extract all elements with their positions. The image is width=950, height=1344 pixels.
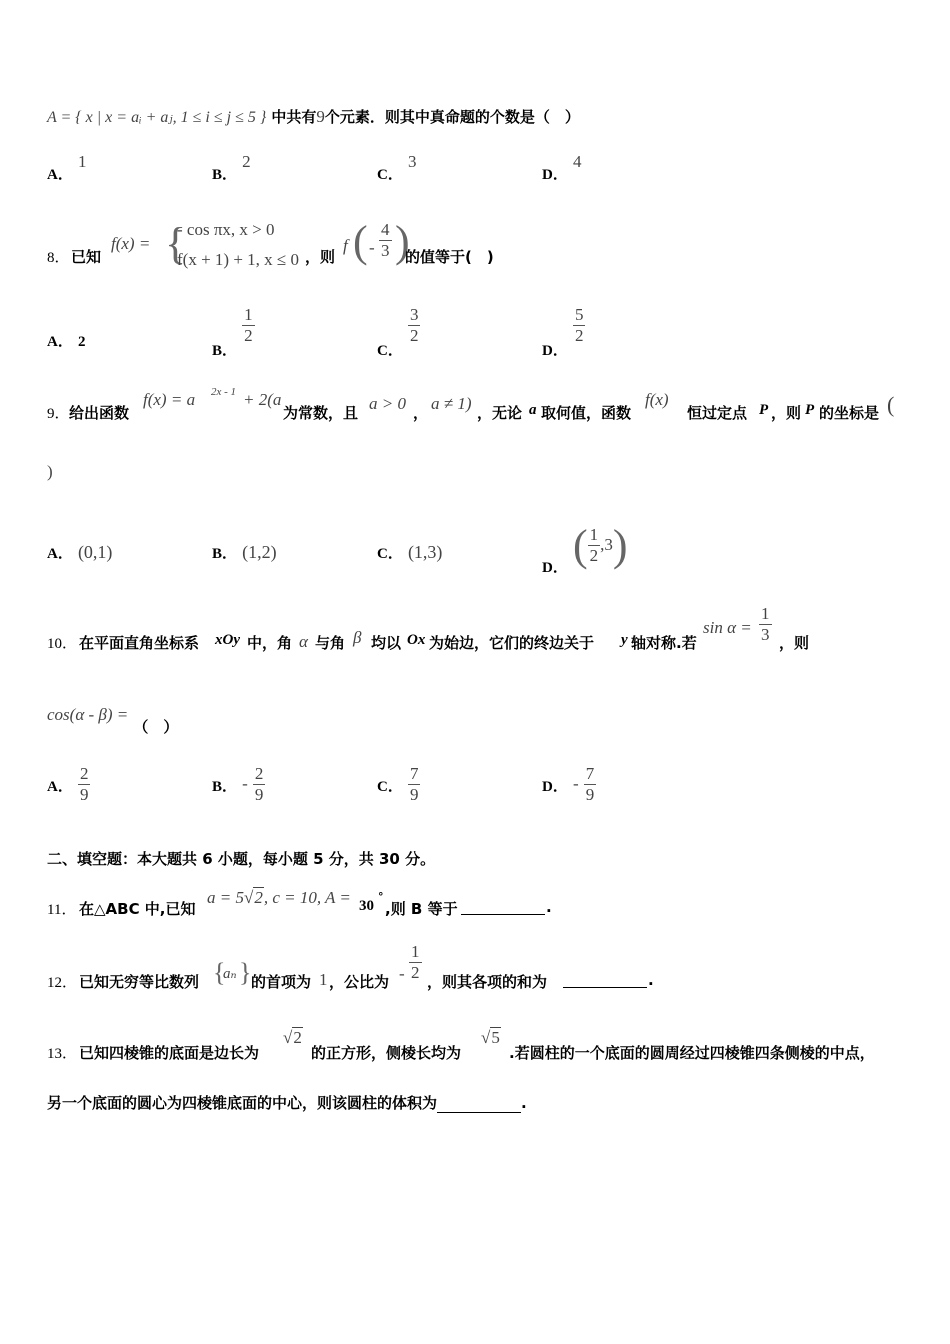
option-tail: ,3 — [600, 535, 613, 554]
q7-text: 中共有 — [271, 108, 317, 126]
denominator: 9 — [409, 785, 419, 804]
q9-exponent: 2x - 1 — [211, 386, 237, 398]
q8-right-paren: ) — [395, 217, 410, 266]
q11-expr-rest: , c = 10, A = — [263, 888, 351, 907]
q7-option-a[interactable] — [47, 152, 87, 184]
q11-expr-a: a = 5 — [207, 888, 244, 907]
q10-question: （ ） — [133, 718, 179, 736]
q9-function: f(x) = a — [143, 390, 196, 409]
q7-option-b[interactable] — [212, 152, 251, 184]
denominator: 9 — [585, 785, 595, 804]
q10-text: 在平面直角坐标系 — [79, 634, 200, 652]
q11-period: . — [546, 898, 552, 916]
q9-var-p-2: P — [805, 402, 815, 418]
option-value: 2 — [242, 152, 251, 171]
option-fraction — [408, 764, 421, 805]
option-value: 4 — [572, 152, 582, 171]
q8-option-a[interactable] — [47, 330, 85, 351]
q12-question: ，则其各项的和为 — [427, 973, 548, 991]
q9-question: 的坐标是 — [819, 404, 880, 422]
numerator: 1 — [244, 305, 253, 324]
q9-comma: ， — [413, 404, 429, 422]
q10-option-c[interactable] — [377, 764, 420, 805]
q12-answer-blank[interactable] — [563, 971, 647, 988]
q10-beta: β — [353, 628, 362, 647]
q12-number: 12． — [47, 975, 78, 991]
option-label: B． — [212, 779, 238, 795]
option-label: B． — [212, 343, 238, 359]
q8-question: 的值等于( ) — [405, 248, 494, 266]
q12-first-term: 1 — [319, 970, 328, 989]
option-label: A． — [47, 334, 73, 350]
q8-option-c[interactable] — [377, 305, 420, 359]
q8-arg-denominator: 3 — [381, 241, 390, 260]
q10-sin-fraction — [759, 604, 772, 645]
q11-answer-blank[interactable] — [461, 898, 545, 915]
q11-text: 在△ABC 中,已知 — [79, 900, 196, 918]
q8-case-2: f(x + 1) + 1, x ≤ 0 — [177, 250, 299, 269]
q10-sin-denominator: 3 — [761, 625, 770, 644]
q8-option-b[interactable] — [212, 305, 255, 359]
section-heading: 二、填空题：本大题共 6 小题，每小题 5 分，共 30 分。 — [47, 850, 436, 868]
q9-close-paren: ) — [47, 462, 53, 481]
numerator: 7 — [409, 764, 419, 783]
q8-text-then: ，则 — [305, 248, 336, 266]
q12-seq-right-brace: } — [239, 958, 252, 987]
q10-option-a[interactable] — [47, 764, 90, 805]
sqrt-symbol: √ — [243, 888, 254, 907]
q10-ox: Ox — [407, 632, 426, 648]
q11-question: ,则 B 等于 — [385, 900, 458, 918]
q10-sin-numerator: 1 — [761, 604, 770, 623]
option-value: (1,2) — [242, 542, 277, 562]
q11-line — [47, 886, 647, 920]
option-label: C． — [377, 167, 403, 183]
q12-seq-left-brace: { — [213, 958, 226, 987]
q12-ratio-numerator: 1 — [411, 942, 420, 961]
q12-text: 已知无穷等比数列 — [79, 973, 200, 991]
q9-text-4: 取何值，函数 — [541, 404, 632, 422]
q9-number: 9． — [47, 406, 70, 422]
q8-f: f — [343, 236, 348, 255]
q9-option-b[interactable] — [212, 542, 277, 563]
q8-left-paren: ( — [353, 217, 368, 266]
q10-sin-expression: sin α = — [703, 618, 752, 637]
numerator: 5 — [574, 305, 584, 324]
numerator: 3 — [409, 305, 419, 324]
q13-text: 已知四棱锥的底面是边长为 — [79, 1044, 260, 1062]
q9-function-tail: + 2(a — [243, 390, 282, 409]
q8-text: 已知 — [71, 248, 102, 266]
q11-sqrt — [244, 888, 264, 908]
denominator: 9 — [254, 785, 264, 804]
denominator: 2 — [244, 326, 253, 345]
q7-line — [47, 106, 580, 127]
q10-number: 10． — [47, 636, 78, 652]
q12-ratio-denominator: 2 — [411, 963, 420, 982]
q9-function-2: f(x) — [645, 390, 669, 409]
q12-ratio-sign: - — [399, 964, 405, 983]
q10-y: y — [621, 632, 628, 648]
option-value: (0,1) — [77, 542, 113, 562]
q8-arg-sign: - — [369, 238, 375, 257]
q7-option-c[interactable] — [377, 152, 417, 184]
q7-option-d[interactable] — [542, 152, 582, 184]
option-value: 3 — [407, 152, 417, 171]
sqrt-radicand: 2 — [254, 888, 263, 907]
sqrt-symbol: √ — [481, 1028, 491, 1047]
q13-line — [47, 1026, 927, 1062]
option-sign: - — [572, 774, 579, 793]
q12-ratio-fraction — [409, 942, 422, 983]
q9-open-paren: ( — [887, 392, 895, 417]
q10-option-d[interactable] — [542, 764, 596, 805]
option-sign: - — [242, 774, 248, 793]
option-label: A． — [47, 779, 73, 795]
option-fraction — [242, 305, 255, 346]
option-value: 1 — [77, 152, 87, 171]
q13-period: . — [521, 1094, 527, 1112]
q8-option-d[interactable] — [542, 305, 585, 359]
option-value: (1,3) — [407, 542, 443, 562]
numerator: 2 — [79, 764, 89, 783]
option-label: C． — [377, 546, 403, 562]
q8-arg-fraction — [379, 220, 392, 261]
sqrt-symbol: √ — [283, 1028, 293, 1047]
q10-text-2: 中，角 — [247, 634, 293, 652]
q12-sequence: aₙ — [223, 966, 237, 982]
q13-sqrt-edge — [481, 1028, 501, 1048]
q10-text-5: 为始边，它们的终边关于 — [429, 634, 595, 652]
q11-degree-value: 30 — [359, 898, 374, 914]
q10-line-2 — [47, 704, 179, 736]
option-fraction — [78, 764, 91, 805]
denominator: 2 — [409, 326, 419, 345]
q7-count: 9 — [316, 107, 325, 126]
q9-condition-1: a > 0 — [369, 394, 406, 413]
option-label: D． — [542, 560, 568, 576]
q10-text-3: 与角 — [315, 634, 346, 652]
option-label: D． — [542, 343, 568, 359]
q7-set-expression: A = { x | x = aᵢ + aⱼ, 1 ≤ i ≤ j ≤ 5 } — [47, 109, 267, 126]
option-right-paren: ) — [612, 521, 628, 570]
sqrt-radicand: 5 — [491, 1028, 500, 1047]
q12-text-2: 的首项为 — [251, 973, 312, 991]
q8-arg-numerator: 4 — [381, 220, 390, 239]
option-fraction — [408, 305, 421, 346]
q10-text-6: 轴对称.若 — [631, 634, 697, 652]
option-fraction — [584, 764, 597, 805]
q9-condition-2: a ≠ 1) — [431, 394, 472, 413]
option-value: 2 — [77, 334, 86, 350]
sqrt-radicand: 2 — [293, 1028, 302, 1047]
q9-option-c[interactable] — [377, 542, 442, 563]
numerator: 2 — [254, 764, 264, 783]
q9-line — [47, 388, 907, 428]
q13-question: 另一个底面的圆心为四棱锥底面的中心，则该圆柱的体积为 — [47, 1094, 438, 1112]
q9-text-2: 为常数，且 — [283, 404, 359, 422]
option-label: C． — [377, 343, 403, 359]
q9-option-d[interactable] — [542, 520, 628, 576]
q9-option-a[interactable] — [47, 542, 112, 563]
q9-var-a: a — [529, 402, 537, 418]
q9-text-5: 恒过定点 — [687, 404, 748, 422]
q11-number: 11． — [47, 902, 77, 918]
option-fraction — [588, 525, 601, 566]
q9-text-3: ，无论 — [477, 404, 523, 422]
numerator: 7 — [585, 764, 595, 783]
option-fraction — [573, 305, 586, 346]
denominator: 2 — [589, 546, 599, 565]
q13-number: 13． — [47, 1046, 78, 1062]
q13-sqrt-side — [283, 1028, 303, 1048]
numerator: 1 — [589, 525, 599, 544]
q10-alpha: α — [299, 632, 308, 651]
q8-brace: { — [165, 219, 187, 268]
q10-cos-expression: cos(α - β) = — [47, 705, 129, 724]
q9-var-p: P — [759, 402, 769, 418]
option-fraction — [253, 764, 266, 805]
denominator: 9 — [79, 785, 89, 804]
option-label: B． — [212, 546, 238, 562]
denominator: 2 — [574, 326, 584, 345]
q13-text-2: 的正方形，侧棱长均为 — [311, 1044, 462, 1062]
option-label: B． — [212, 167, 238, 183]
option-label: D． — [542, 167, 568, 183]
q13-line-2 — [47, 1092, 527, 1113]
q10-text-7: ，则 — [779, 634, 810, 652]
q9-text-6: ，则 — [771, 404, 802, 422]
option-label: C． — [377, 779, 403, 795]
q9-text: 给出函数 — [69, 404, 130, 422]
q13-text-3: .若圆柱的一个底面的圆周经过四棱锥四条侧棱的中点， — [509, 1044, 875, 1062]
q11-expression — [207, 888, 351, 908]
q8-number: 8． — [47, 250, 70, 266]
q12-line — [47, 942, 687, 992]
q10-xoy: xOy — [215, 632, 240, 648]
q7-question: 个元素．则其中真命题的个数是（ ） — [324, 108, 580, 126]
q12-text-3: ，公比为 — [329, 973, 390, 991]
q12-period: . — [648, 971, 654, 989]
q10-option-b[interactable] — [212, 764, 265, 805]
q8-function: f(x) = — [111, 234, 151, 253]
q13-answer-blank[interactable] — [437, 1096, 521, 1113]
option-label: A． — [47, 546, 73, 562]
q11-degree-symbol: ° — [378, 890, 384, 903]
q8-case-1: - cos πx, x > 0 — [177, 220, 275, 239]
q10-text-4: 均以 — [371, 634, 402, 652]
q10-line — [47, 604, 907, 654]
option-label: A． — [47, 167, 73, 183]
option-label: D． — [542, 779, 568, 795]
option-left-paren: ( — [572, 521, 588, 570]
